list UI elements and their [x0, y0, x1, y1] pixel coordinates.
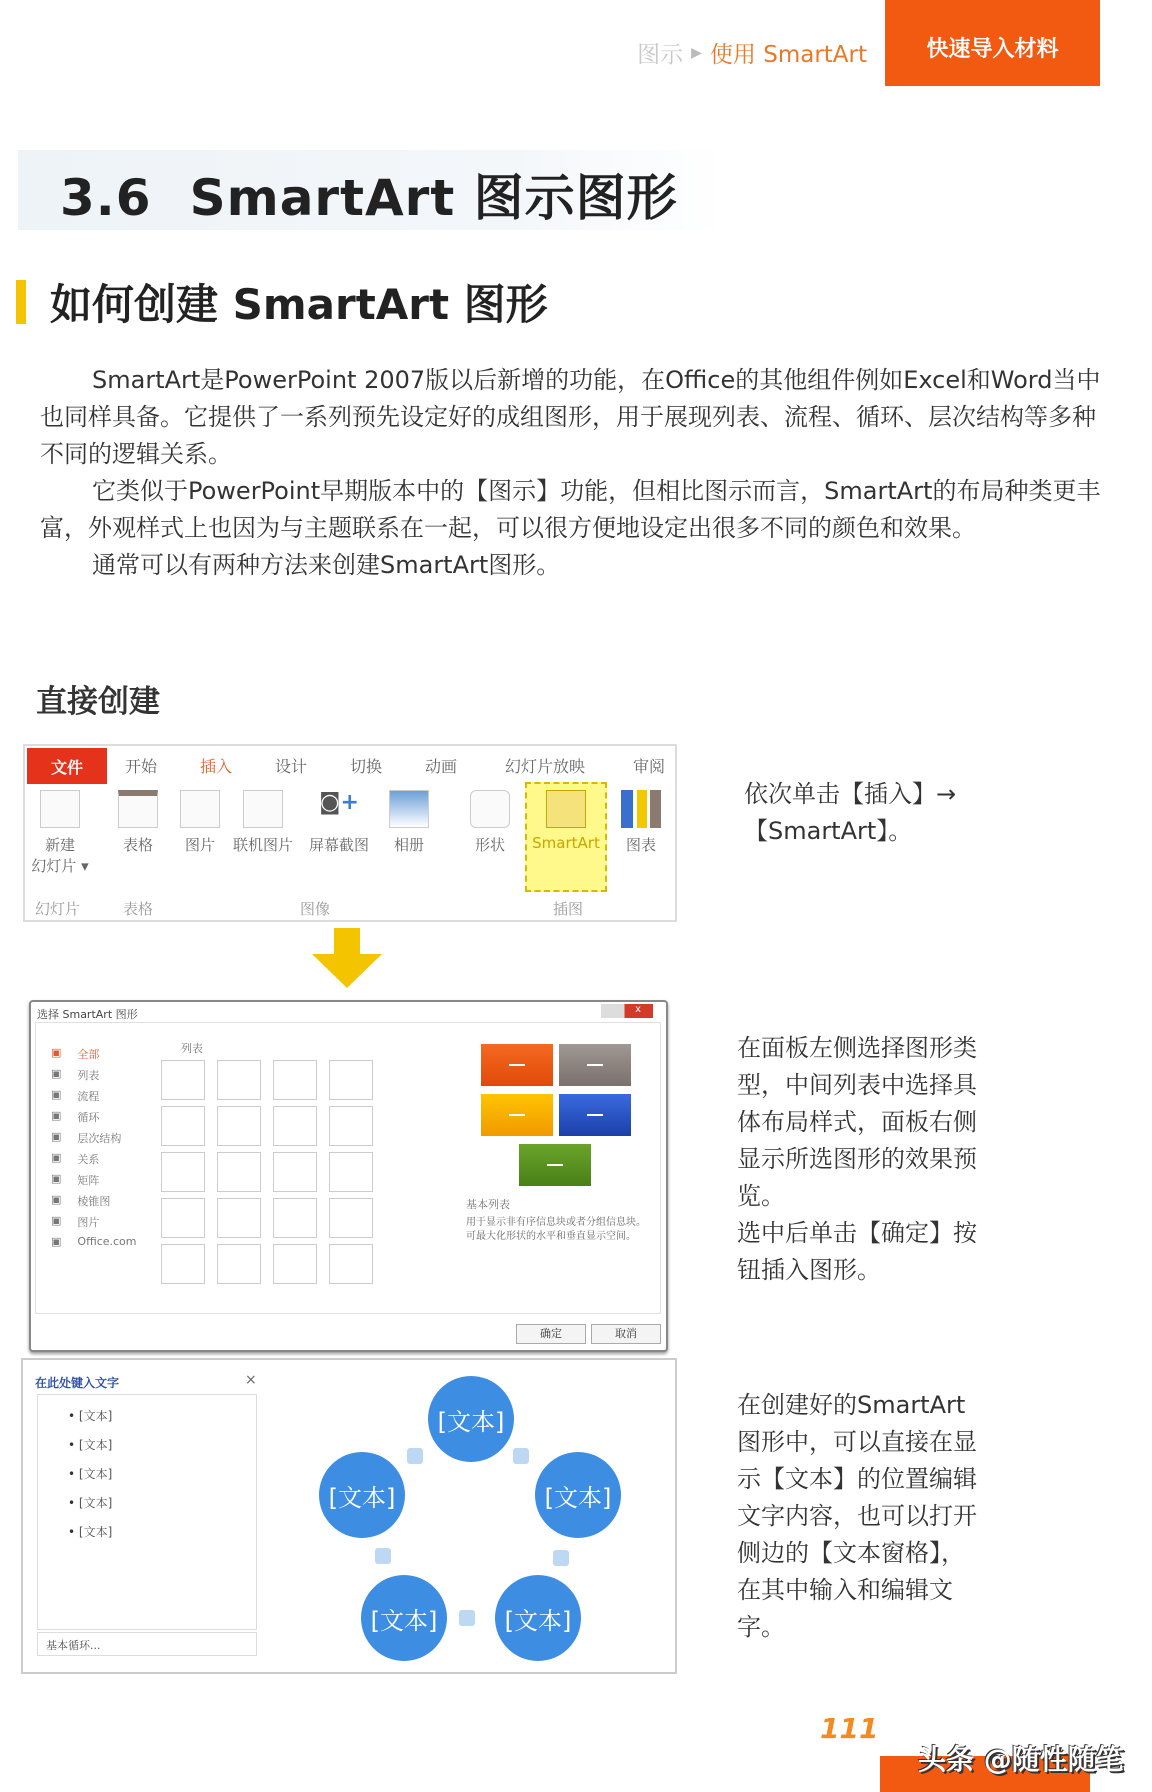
online-picture-icon	[243, 790, 283, 828]
category-item[interactable]	[51, 1172, 99, 1188]
category-label: 列表	[77, 1069, 100, 1082]
cycle-node[interactable]: [文本]	[428, 1376, 514, 1462]
button-label: 形状	[474, 836, 505, 854]
chart-button[interactable]	[613, 790, 669, 855]
cancel-button[interactable]: 取消	[591, 1324, 661, 1344]
text-pane-item[interactable]: • [文本]	[68, 1465, 256, 1482]
category-icon: ▣	[51, 1193, 62, 1206]
group-label: 幻灯片	[35, 900, 81, 918]
category-item[interactable]	[51, 1067, 99, 1083]
layout-thumbnail[interactable]	[329, 1060, 373, 1100]
breadcrumb-separator: ▶	[691, 44, 702, 61]
category-label: 图片	[77, 1216, 100, 1229]
page-number: 111	[820, 1712, 879, 1745]
smartart-dialog	[29, 1000, 668, 1352]
screenshot-button[interactable]	[301, 790, 377, 855]
cycle-arrow-icon	[513, 1448, 529, 1464]
album-icon	[389, 790, 429, 828]
dialog-title: 选择 SmartArt 图形	[37, 1008, 138, 1021]
breadcrumb-item: 使用 SmartArt	[709, 42, 867, 68]
paragraph: SmartArt是PowerPoint 2007版以后新增的功能，在Office的其他组件例如Excel和Word当中也同样具备。它提供了一系列预先设定好的成组图形，用于展现列表、流程、循环、层次结构等多种不同的逻辑关系。	[40, 366, 1101, 468]
category-label: 关系	[77, 1153, 100, 1166]
heading: 如何创建 SmartArt 图形	[50, 280, 548, 329]
table-button[interactable]	[103, 790, 173, 855]
text-pane-item[interactable]: • [文本]	[68, 1494, 256, 1511]
tab-animations[interactable]: 动画	[425, 757, 458, 776]
text-pane-item[interactable]: • [文本]	[68, 1407, 256, 1424]
close-icon[interactable]: ×	[245, 1372, 257, 1388]
category-icon: ▣	[51, 1088, 62, 1101]
layout-thumbnail[interactable]	[329, 1152, 373, 1192]
layout-thumbnail[interactable]	[217, 1060, 261, 1100]
layout-thumbnail[interactable]	[217, 1198, 261, 1238]
text-pane-item[interactable]: • [文本]	[68, 1523, 256, 1540]
category-item[interactable]	[51, 1193, 110, 1209]
preview-shape	[519, 1144, 591, 1186]
layout-thumbnail[interactable]	[161, 1060, 205, 1100]
layout-thumbnail[interactable]	[273, 1244, 317, 1284]
ribbon-screenshot	[23, 744, 677, 922]
button-label: SmartArt	[532, 834, 600, 852]
category-item[interactable]	[51, 1151, 99, 1167]
list-header: 列表	[181, 1042, 203, 1055]
layout-thumbnail[interactable]	[273, 1106, 317, 1146]
layout-thumbnail[interactable]	[217, 1244, 261, 1284]
category-icon: ▣	[51, 1151, 62, 1164]
section-title-text: SmartArt 图示图形	[189, 169, 678, 227]
category-label: 循环	[77, 1111, 100, 1124]
album-button[interactable]	[379, 790, 439, 855]
category-label: 全部	[77, 1048, 100, 1061]
category-icon: ▣	[51, 1172, 62, 1185]
online-picture-button[interactable]	[225, 790, 301, 855]
category-label: 层次结构	[77, 1132, 122, 1145]
category-icon: ▣	[51, 1109, 62, 1122]
layout-thumbnail[interactable]	[161, 1244, 205, 1284]
layout-thumbnail[interactable]	[217, 1106, 261, 1146]
close-button[interactable]: x	[601, 1004, 653, 1018]
layout-thumbnail[interactable]	[329, 1106, 373, 1146]
paragraph: 通常可以有两种方法来创建SmartArt图形。	[92, 551, 561, 579]
smartart-button[interactable]	[527, 790, 605, 852]
group-label: 图像	[300, 900, 331, 918]
button-label: 表格	[122, 836, 153, 854]
category-item[interactable]	[51, 1130, 121, 1146]
tab-transitions[interactable]: 切换	[350, 757, 383, 776]
tab-review[interactable]: 审阅	[633, 757, 666, 776]
button-label: 图片	[184, 836, 215, 854]
button-label: 屏幕截图	[308, 836, 369, 854]
layout-name: 基本循环...	[37, 1632, 257, 1656]
smartart-icon	[546, 790, 586, 828]
button-label: 相册	[393, 836, 424, 854]
section-title	[60, 158, 716, 230]
layout-thumbnail[interactable]	[329, 1198, 373, 1238]
category-icon: ▣	[51, 1214, 62, 1227]
shapes-button[interactable]	[465, 790, 515, 855]
text-pane-item[interactable]: • [文本]	[68, 1436, 256, 1453]
text-pane-title: 在此处键入文字	[35, 1376, 120, 1390]
table-icon	[118, 790, 158, 828]
cycle-arrow-icon	[459, 1610, 475, 1626]
tab-slideshow[interactable]: 幻灯片放映	[505, 757, 586, 776]
category-label: 棱锥图	[77, 1195, 111, 1208]
layout-thumbnail[interactable]	[273, 1152, 317, 1192]
cycle-arrow-icon	[375, 1548, 391, 1564]
category-item[interactable]	[51, 1235, 137, 1248]
chapter-badge: 快速导入材料	[885, 0, 1100, 86]
cycle-arrow-icon	[553, 1550, 569, 1566]
category-icon: ▣	[51, 1046, 62, 1059]
preview-description: 用于显示非有序信息块或者分组信息块。可最大化形状的水平和垂直显示空间。	[466, 1217, 646, 1242]
new-slide-button[interactable]	[25, 790, 95, 876]
smartart-editor	[21, 1358, 677, 1674]
layout-thumbnail[interactable]	[273, 1198, 317, 1238]
category-item[interactable]	[51, 1046, 99, 1062]
layout-thumbnail[interactable]	[329, 1244, 373, 1284]
group-label: 表格	[123, 900, 154, 918]
group-label: 插图	[553, 900, 584, 918]
down-arrow-icon	[310, 928, 384, 988]
picture-icon	[180, 790, 220, 828]
preview-shape	[559, 1094, 631, 1136]
layout-thumbnail[interactable]	[161, 1198, 205, 1238]
cycle-node[interactable]: [文本]	[495, 1575, 581, 1661]
category-item[interactable]	[51, 1088, 99, 1104]
category-icon: ▣	[51, 1235, 62, 1248]
chart-icon	[621, 790, 661, 828]
tab-home[interactable]: 开始	[125, 757, 158, 776]
category-label: 流程	[77, 1090, 100, 1103]
watermark: 头条 @随性随笔	[918, 1743, 1124, 1776]
breadcrumb-item: 图示	[637, 42, 684, 68]
layout-thumbnail[interactable]	[217, 1152, 261, 1192]
step-note	[737, 1030, 977, 1289]
paragraph: 它类似于PowerPoint早期版本中的【图示】功能，但相比图示而言，SmartArt的布局种类更丰富，外观样式上也因为与主题联系在一起，可以很方便地设定出很多不同的颜色和效果。	[40, 477, 1101, 542]
preview-name: 基本列表	[466, 1198, 510, 1211]
category-label: Office.com	[77, 1235, 137, 1248]
category-icon: ▣	[51, 1067, 62, 1080]
step-note: 在创建好的SmartArt图形中，可以直接在显示【文本】的位置编辑文字内容，也可以打开侧边的【文本窗格】，在其中输入和编辑文字。	[737, 1391, 977, 1641]
ok-button[interactable]: 确定	[516, 1324, 586, 1344]
category-label: 矩阵	[77, 1174, 100, 1187]
preview-shape	[559, 1044, 631, 1086]
shapes-icon	[470, 790, 510, 828]
cycle-node[interactable]: [文本]	[319, 1452, 405, 1538]
layout-thumbnail[interactable]	[273, 1060, 317, 1100]
button-label: 新建 幻灯片 ▾	[31, 836, 89, 875]
breadcrumb	[637, 36, 867, 69]
category-item[interactable]	[51, 1109, 99, 1125]
body-text	[40, 362, 1115, 584]
note-text: 在面板左侧选择图形类型，中间列表中选择具体布局样式，面板右侧显示所选图形的效果预览。 选中后单击【确定】按钮插入图形。	[737, 1034, 977, 1284]
step-note: 依次单击【插入】→【SmartArt】。	[744, 780, 957, 845]
button-label: 联机图片	[232, 836, 293, 854]
camera-icon: ◙+	[319, 790, 359, 815]
category-item[interactable]	[51, 1214, 99, 1230]
cycle-arrow-icon	[407, 1448, 423, 1464]
button-label: 图表	[625, 836, 656, 854]
cycle-node[interactable]: [文本]	[535, 1452, 621, 1538]
tab-design[interactable]: 设计	[275, 757, 308, 776]
new-slide-icon	[40, 790, 80, 828]
tab-file[interactable]: 文件	[27, 748, 107, 784]
preview-shape	[481, 1044, 553, 1086]
layout-thumbnail[interactable]	[161, 1152, 205, 1192]
text-pane-list	[37, 1394, 257, 1630]
cycle-node[interactable]: [文本]	[361, 1575, 447, 1661]
subheading: 直接创建	[36, 684, 160, 720]
tab-insert[interactable]: 插入	[200, 757, 233, 776]
layout-thumbnail[interactable]	[161, 1106, 205, 1146]
preview-shape	[481, 1094, 553, 1136]
heading-marker	[16, 280, 26, 324]
category-icon: ▣	[51, 1130, 62, 1143]
section-number: 3.6	[60, 169, 152, 227]
